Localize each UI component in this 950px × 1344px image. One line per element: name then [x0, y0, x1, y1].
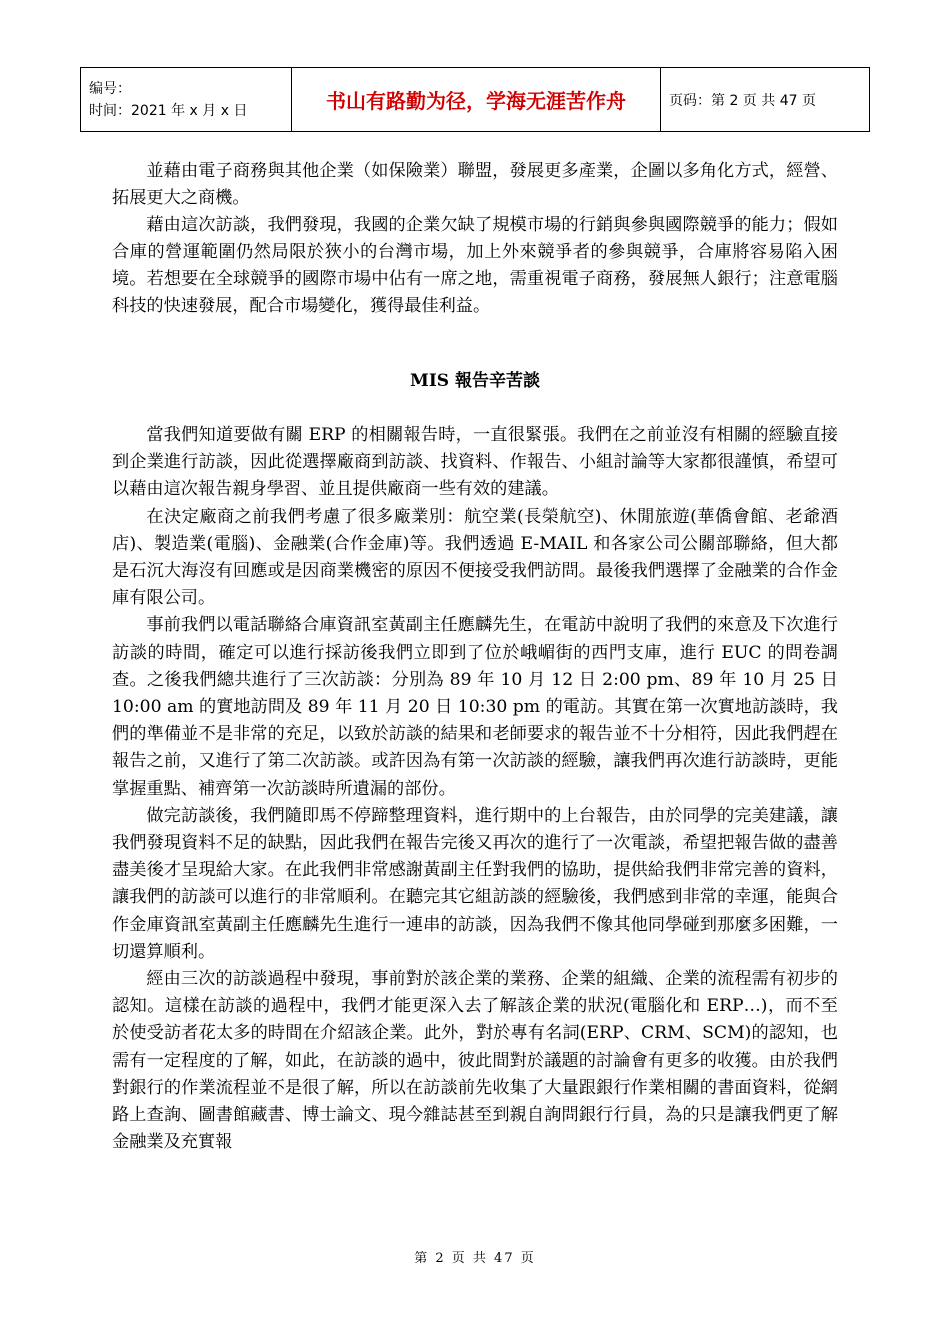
page-footer: 第 2 页 共 47 页	[414, 1251, 536, 1266]
section-title: MIS 報告辛苦談	[410, 371, 540, 391]
header-number: 编号：	[89, 80, 131, 97]
intro-paragraph-2: 藉由這次訪談，我們發現，我國的企業欠缺了規模市場的行銷與參與國際競爭的能力；假如合庫的營運範圍仍然局限於狹小的台灣市場，加上外來競爭者的參與競爭，合庫將容易陷入困境。若想要在全球競爭的國際市場中佔有一席之地，需重視電子商務，發展無人銀行；注意電腦科技的快速發展，配合市場變化，獲得最佳利益。	[112, 215, 838, 316]
header-page-code: 页码：第 2 页 共 47 页	[661, 68, 870, 132]
header-motto: 书山有路勤为径，学海无涯苦作舟	[292, 68, 661, 132]
section-paragraph-4: 做完訪談後，我們隨即馬不停蹄整理資料，進行期中的上台報告，由於同學的完美建議，讓我們發現資料不足的缺點，因此我們在報告完後又再次的進行了一次電談，希望把報告做的盡善盡美後才呈現給大家。在此我們非常感謝黃副主任對我們的協助，提供給我們非常完善的資料，讓我們的訪談可以進行的非常順利。在聽完其它組訪談的經驗後，我們感到非常的幸運，能與合作金庫資訊室黃副主任應麟先生進行一連串的訪談，因為我們不像其他同學碰到那麼多困難，一切還算順利。	[112, 805, 838, 962]
section-paragraph-1: 當我們知道要做有關 ERP 的相關報告時，一直很緊張。我們在之前並沒有相關的經驗直接到企業進行訪談，因此從選擇廠商到訪談、找資料、作報告、小組討論等大家都很謹慎，希望可以藉由這次報告親身學習、並且提供廠商一些有效的建議。	[112, 425, 838, 500]
section-text	[112, 422, 838, 1156]
intro-paragraph-1: 並藉由電子商務與其他企業（如保險業）聯盟，發展更多產業，企圖以多角化方式，經營、拓展更大之商機。	[112, 161, 838, 208]
section-paragraph-2: 在決定廠商之前我們考慮了很多廠業別：航空業(長榮航空)、休閒旅遊(華僑會館、老爺酒店)、製造業(電腦)、金融業(合作金庫)等。我們透過 E-MAIL 和各家公司公關部聯絡，但大都是石沉大海沒有回應或是因商業機密的原因不便接受我們訪問。最後我們選擇了金融業的合作金庫有限公司。	[112, 506, 838, 609]
section-paragraph-5: 經由三次的訪談過程中發現，事前對於該企業的業務、企業的組織、企業的流程需有初步的認知。這樣在訪談的過程中，我們才能更深入去了解該企業的狀況(電腦化和 ERP…)，而不至於使受訪者花太多的時間在介紹該企業。此外，對於專有名詞(ERP、CRM、SCM)的認知，也需有一定程度的了解，如此，在訪談的過中，彼此間對於議題的討論會有更多的收獲。由於我們對銀行的作業流程並不是很了解，所以在訪談前先收集了大量跟銀行作業相關的書面資料，從網路上查詢、圖書館藏書、博士論文、現今雜誌甚至到親自詢問銀行行員，為的只是讓我們更了解金融業及充實報	[112, 969, 838, 1153]
intro-text	[112, 158, 838, 320]
section-paragraph-3: 事前我們以電話聯絡合庫資訊室黃副主任應麟先生，在電訪中說明了我們的來意及下次進行訪談的時間，確定可以進行採訪後我們立即到了位於峨嵋街的西門支庫，進行 EUC 的問卷調查。之後我們總共進行了三次訪談：分別為 89 年 10 月 12 日 2:00 pm、89 年 10 月 25 日 10:00 am 的實地訪問及 89 年 11 月 20 日 10:30 pm 的電訪。其實在第一次實地訪談時，我們的準備並不是非常的充足，以致於訪談的結果和老師要求的報告並不十分相符，因此我們趕在報告之前，又進行了第二次訪談。或許因為有第一次訪談的經驗，讓我們再次進行訪談時，更能掌握重點、補齊第一次訪談時所遺漏的部份。	[112, 615, 838, 799]
header-time: 时间：2021 年 x 月 x 日	[89, 102, 248, 119]
page-header	[80, 67, 870, 132]
header-meta	[81, 68, 292, 132]
